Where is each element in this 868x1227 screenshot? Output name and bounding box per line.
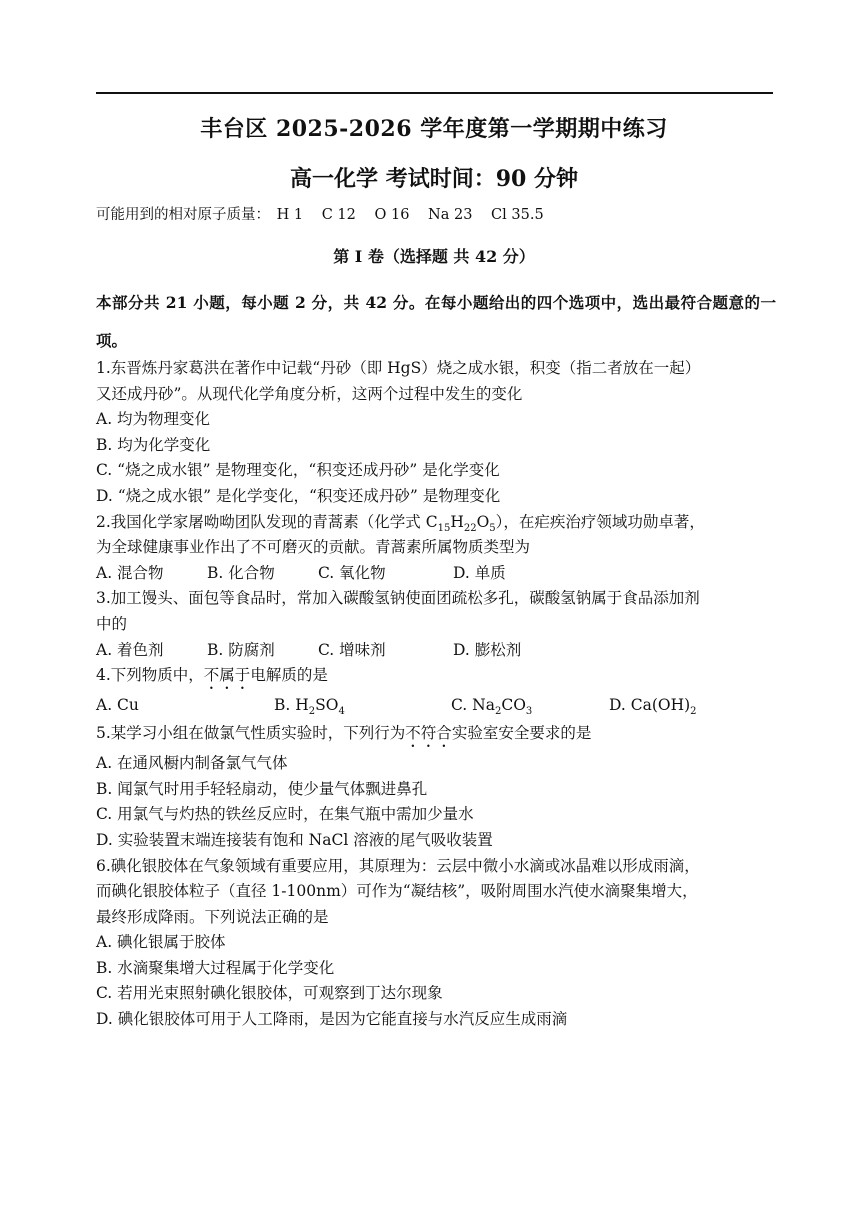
atomic-mass-c: C 12 [321, 207, 356, 223]
q2-formula-sub3: 5 [489, 522, 496, 534]
q3-options [96, 638, 778, 664]
q5-option-c: C. 用氯气与灼热的铁丝反应时，在集气瓶中需加少量水 [96, 805, 474, 824]
q5-stem-post: 实验室安全要求的是 [451, 724, 592, 743]
q3-option-b: B. 防腐剂 [207, 640, 275, 659]
atomic-mass-na: Na 23 [428, 207, 473, 223]
atomic-mass-label: 可能用到的相对原子质量： [96, 207, 270, 223]
q1-option-c: C. “烧之成水银” 是物理变化，“积变还成丹砂” 是化学变化 [96, 461, 500, 480]
q2-formula-sub1: 15 [437, 522, 451, 534]
q6-stem-line1: 6.碘化银胶体在气象领域有重要应用，其原理为：云层中微小水滴或冰晶难以形成雨滴， [96, 856, 700, 875]
section-heading: 第 I 卷（选择题 共 42 分） [333, 247, 535, 266]
q6-option-a: A. 碘化银属于胶体 [96, 933, 226, 952]
q4-option-d: D. $Ca(OH)_2$ [609, 696, 697, 718]
exam-title: 丰台区 2025-2026 学年度第一学期期中练习 [200, 116, 668, 142]
q3-option-c: C. 增味剂 [318, 640, 386, 659]
q4-option-a: A. Cu [96, 696, 139, 715]
atomic-mass-o: O 16 [374, 207, 410, 223]
q1-stem-line1: 1.东晋炼丹家葛洪在著作中记载“丹砂（即 HgS）烧之成水银，积变（指二者放在一起） [96, 359, 701, 377]
q4-options [96, 693, 778, 721]
exam-subtitle: 高一化学 考试时间：90 分钟 [290, 166, 578, 192]
q2-options [96, 561, 778, 587]
q2-formula-h: H [450, 512, 464, 531]
atomic-mass-line [96, 203, 558, 224]
q2-stem-line2: 为全球健康事业作出了不可磨灭的贡献。青蒿素所属物质类型为 [96, 538, 531, 557]
q3-option-a: A. 着色剂 [96, 640, 164, 659]
q2-stem-a: 2.我国化学家屠呦呦团队发现的青蒿素（化学式 C [96, 512, 438, 531]
q5-option-d: D. 实验装置末端连接装有饱和 NaCl 溶液的尾气吸收装置 [96, 830, 493, 849]
section-instructions: 本部分共 21 小题，每小题 2 分，共 42 分。在每小题给出的四个选项中，选出最符合题意的一项。 [96, 293, 776, 350]
q4-stem-post: 电解质的是 [250, 666, 328, 685]
q5-stem-emphasis: 不符合 [405, 724, 452, 743]
q2-formula-o: O [476, 512, 490, 531]
q1-option-a: A. 均为物理变化 [96, 410, 211, 429]
q2-option-a: A. 混合物 [96, 563, 164, 582]
q4-option-c: C. $Na_2CO_3$ [451, 696, 533, 718]
q2-stem-b: ），在疟疾治疗领域功勋卓著， [495, 512, 705, 531]
atomic-mass-cl: Cl 35.5 [491, 207, 544, 223]
q2-option-d: D. 单质 [453, 563, 506, 582]
header-rule [96, 92, 773, 94]
questions-body [96, 356, 778, 1033]
q6-stem-line3: 最终形成降雨。下列说法正确的是 [96, 907, 329, 926]
q3-stem-line2: 中的 [96, 614, 128, 633]
q2-stem-line1 [96, 510, 778, 536]
q6-stem-line2: 而碘化银胶体粒子（直径 1-100nm）可作为“凝结核”，吸附周围水汽使水滴聚集增大， [96, 882, 698, 901]
atomic-mass-h: H 1 [276, 207, 304, 223]
q1-option-d: D. “烧之成水银” 是化学变化，“积变还成丹砂” 是物理变化 [96, 486, 501, 505]
q3-stem-line1: 3.加工馒头、面包等食品时，常加入碳酸氢钠使面团疏松多孔，碳酸氢钠属于食品添加剂 [96, 589, 700, 608]
q5-stem-pre: 5.某学习小组在做氯气性质实验时，下列行为 [96, 724, 406, 743]
q5-option-a: A. 在通风橱内制备氯气气体 [96, 754, 288, 773]
q3-option-d: D. 膨松剂 [453, 640, 522, 659]
q1-option-b: B. 均为化学变化 [96, 435, 211, 454]
q6-option-d: D. 碘化银胶体可用于人工降雨，是因为它能直接与水汽反应生成雨滴 [96, 1010, 568, 1029]
q4-stem-emphasis: 不属于 [203, 666, 251, 685]
q2-option-c: C. 氧化物 [318, 563, 386, 582]
q2-option-b: B. 化合物 [207, 563, 275, 582]
q5-stem [96, 721, 778, 751]
q6-option-b: B. 水滴聚集增大过程属于化学变化 [96, 958, 335, 977]
q4-stem [96, 663, 778, 693]
q1-stem-line2: 又还成丹砂”。从现代化学角度分析，这两个过程中发生的变化 [96, 384, 523, 403]
q5-option-b: B. 闻氯气时用手轻轻扇动，使少量气体飘进鼻孔 [96, 779, 428, 798]
q4-option-b: B. $H_2SO_4$ [274, 696, 345, 718]
q6-option-c: C. 若用光束照射碘化银胶体，可观察到丁达尔现象 [96, 984, 443, 1003]
q4-stem-pre: 4.下列物质中， [96, 666, 204, 685]
q2-formula-sub2: 22 [463, 522, 477, 534]
